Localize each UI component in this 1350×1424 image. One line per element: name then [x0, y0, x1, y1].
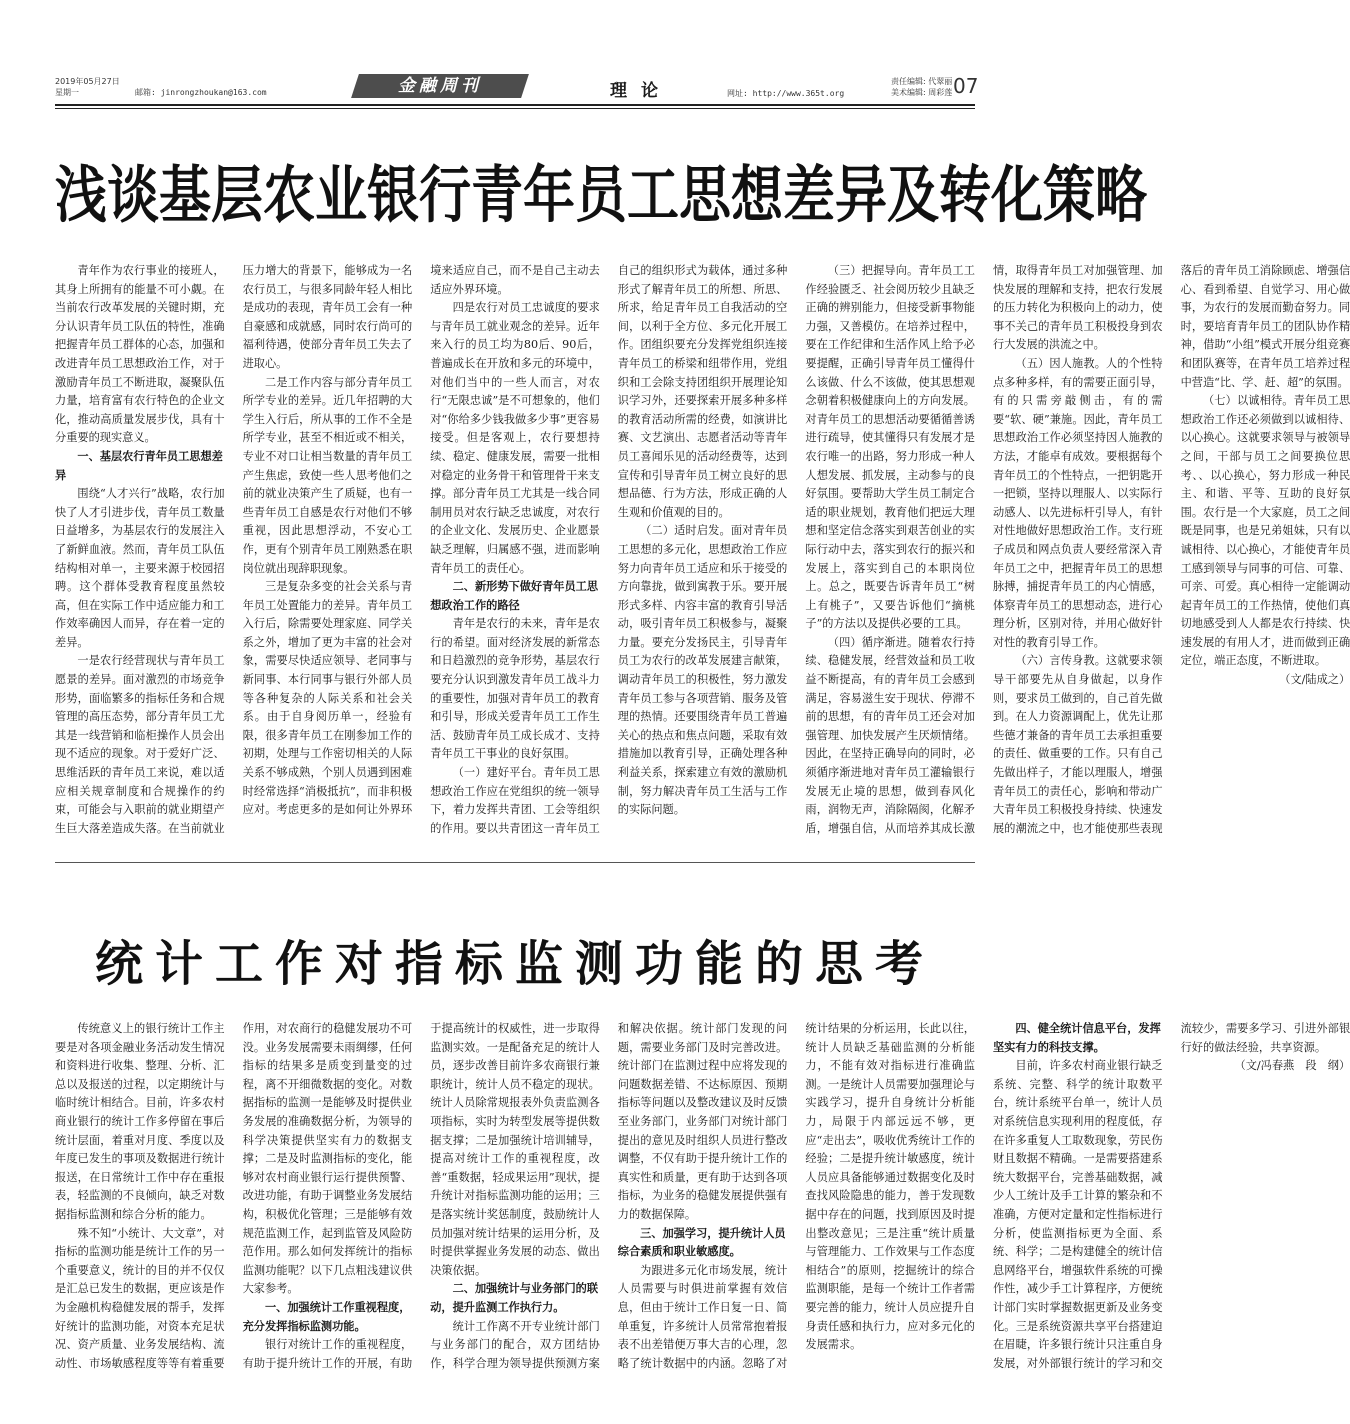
page-number: 07 [953, 74, 979, 98]
editor-credits [891, 76, 952, 98]
article-2-body [55, 1020, 1350, 1375]
body-paragraph: 青年是农行的未来，青年是农行的希望。面对经济发展的新常态和日趋激烈的竞争形势，基层农行要充分认识到激发青年员工战斗力的重要性，加强对青年员工的教育和引导，形成关爱青年员工工作生活、鼓励青年员工成长成才、支持青年员工干事业的良好氛围。 [430, 617, 600, 761]
body-paragraph: 殊不知“小统计、大文章”，对指标的监测功能是统计工作的另一个重要意义，统计的目的并不仅仅是汇总已发生的数据，更应该是作为金融机构稳健发展的帮手，发挥好统计的监测功能，对资本充足状况、资产质量、业务发展结构、流动性、市场敏感程度等等有着重要作用，对农商行的稳健发展功不可没。业务发展需要未雨绸缪，任何指标的结果多是质变到量变的过程，离不开细微数据的变化。对数据指标的监测一是能够及时提供业务发展的准确数据分析，为领导的科学决策提供坚实有力的数据支撑；二是及时监测指标的变化，能够对农村商业银行运行提供预警、改进功能，有助于调整业务发展结构，积极优化管理；三是能够有效规范监测工作，起到监管及风险防范作用。那么如何发挥统计的指标监测功能呢？以下几点粗浅建议供大家参考。 [55, 1022, 413, 1370]
article-byline: （文/陆成之） [1279, 673, 1350, 687]
body-paragraph: （一）建好平台。青年员工思想政治工作应在党组织的统一领导下，着力发挥共青团、工会等组织的作用。要以共青团这一青年员工自己的组织形式为载体，通过多种形式了解青年员工的所想、所思、所求，给足青年员工自我活动的空间，以利于全方位、多元化开展工作。团组织要充分发挥党组织连接青年员工的桥梁和纽带作用，党组织和工会除支持团组织开展理论知识学习外，还要探索开展多种多样的教育活动所需的经费，如演讲比赛、文艺演出、志愿者活动等青年员工喜闻乐见的活动经费等，达到宣传和引导青年员工树立良好的思想品德、行为方法，形成正确的人生观和价值观的目的。 [430, 264, 788, 835]
section-heading: 一、加强统计工作重视程度，充分发挥指标监测功能。 [242, 1300, 411, 1333]
article-1-body [55, 262, 1350, 842]
body-paragraph: 为跟进多元化市场发展，统计人员需要与时俱进前掌握有效信息，但由于统计工作日复一日、简单重复，许多统计人员常常抱着报表不出差错便万事大吉的心理，忽略了统计数据中的内涵。忽略了对统计结果的分析运用，长此以往，统计人员缺乏基础监测的分析能力，不能有效对指标进行准确监测。一是统计人员需要加强理论与实践学习，提升自身统计分析能力，局限于内部远远不够，更应“走出去”，吸收优秀统计工作的经验；二是提升统计敏感度，统计人员应具备能够通过数据变化及时查找风险隐患的能力，善于发现数据中存在的问题，找到原因及时提出整改意见；三是注重“统计质量与管理能力、工作效果与工作态度相结合”的原则，挖掘统计的综合监测职能，是每一个统计工作者需要完善的能力，统计人员应提升自身责任感和执行力，应对多元化的发展需求。 [617, 1022, 975, 1370]
section-heading: 二、加强统计与业务部门的联动，提升监测工作执行力。 [430, 1282, 599, 1314]
body-paragraph: 统计工作离不开专业统计部门与业务部门的配合，双方团结协作，科学合理为领导提供预测方案和解决依据。统计部门发现的问题，需要业务部门及时完善改进。统计部门在监测过程中应将发现的问题数据差错、不达标原因、预期指标等问题以及整改建议及时反馈至业务部门，业务部门对统计部门提出的意见及时组织人员进行整改调整，不仅有助于提升统计工作的真实性和质量，更有助于达到各项指标，为业务的稳健发展提供强有力的数据保障。 [430, 1022, 788, 1370]
page-header [55, 74, 979, 102]
body-paragraph: 一是农行经营现状与青年员工愿景的差异。面对激烈的市场竞争形势，面临繁多的指标任务和合规管理的高压态势，部分青年员工尤其是一线营销和临柜操作人员会出现不适应的现象。对于爱好广泛、思维活跃的青年员工来说，难以适应相关规章制度和合规操作的约束，可能会与入职前的就业期望产生巨大落差造成失落。在当前就业压力增大的背景下，能够成为一名农行员工，与很多同龄年轻人相比是成功的表现，青年员工会有一种自豪感和成就感，同时农行尚可的福利待遇，使部分青年员工失去了进取心。 [55, 264, 413, 835]
section-heading: 一、基层农行青年员工思想差异 [55, 449, 223, 482]
body-paragraph: 银行对统计工作的重视程度，有助于提升统计工作的开展，有助于提高统计的权威性，进一步取得监测实效。一是配备充足的统计人员，逐步改善目前许多农商银行兼职统计，统计人员不稳定的现状。统计人员除常规报表外负责监测各项指标，实时为转型发展等提供数据支撑；二是加强统计培训辅导，提高对统计工作的重视程度，改善“重数据，轻成果运用”现状，提升统计对指标监测功能的运用；三是落实统计奖惩制度，鼓励统计人员加强对统计结果的运用分析，及时提供掌握业务发展的动态、做出决策依据。 [242, 1022, 600, 1370]
art-editor: 美术编辑: 周彩莲 [891, 88, 953, 97]
section-heading: 三、加强学习，提升统计人员综合素质和职业敏感度。 [617, 1226, 786, 1259]
issue-date-block [55, 76, 120, 98]
contact-email: 邮箱: jinrongzhoukan@163.com [135, 88, 267, 97]
body-paragraph: 四是农行对员工忠诚度的要求与青年员工就业观念的差异。近年来入行的员工均为80后、90后，普遍成长在开放和多元的环境中，对他们当中的一些人而言，对农行“无限忠诚”是不可想象的，他们对“你给多少钱我做多少事”更容易接受。但是客观上，农行要想持续、稳定、健康发展，需要一批相对稳定的业务骨干和管理骨干来支撑。部分青年员工尤其是一线合同制用员对农行缺乏忠诚度，对农行的企业文化、发展历史、企业愿景缺乏理解，归属感不强，进而影响青年员工的责任心。 [430, 301, 600, 575]
website-url: 网址: http://www.365t.org [727, 89, 845, 98]
masthead-title: 金融周刊 [398, 76, 482, 96]
body-paragraph: 围绕“人才兴行”战略，农行加快了人才引进步伐，青年员工数量日益增多，为基层农行的发展注入了新鲜血液。然而，青年员工队伍结构相对单一，主要来源于校园招聘。这个群体受教育程度虽然较高，但在实际工作中适应能力和工作效率确因人而异，存在着一定的差异。 [55, 487, 225, 649]
article-divider [55, 862, 975, 863]
body-paragraph: （四）循序渐进。随着农行持续、稳健发展，经营效益和员工收益不断提高，有的青年员工会感到满足，容易滋生安于现状、停滞不前的思想，有的青年员工还会对加强管理、加快发展产生厌烦情绪。因此，在坚持正确导向的同时，必须循序渐进地对青年员工灌输银行发展无止境的思想，做到春风化雨，润物无声，消除隔阂，化解矛盾，增强自信，从而培养其成长激情，取得青年员工对加强管理、加快发展的理解和支持，把农行发展的压力转化为积极向上的动力，使事不关己的青年员工积极投身到农行大发展的洪流之中。 [805, 264, 1163, 835]
section-heading: 四、健全统计信息平台，发挥坚实有力的科技支撑。 [992, 1022, 1161, 1054]
chief-editor: 责任编辑: 代翠丽 [891, 77, 953, 86]
article-1-title: 浅谈基层农业银行青年员工思想差异及转化策略 [55, 160, 1148, 232]
article-2-title: 统计工作对指标监测功能的思考 [94, 936, 935, 992]
masthead-banner [351, 74, 529, 98]
header-rule-thin [55, 108, 975, 109]
body-paragraph: 三是复杂多变的社会关系与青年员工处置能力的差异。青年员工入行后，除需要处理家庭、同学关系之外，增加了更为丰富的社会对象，需要尽快适应领导、老同事与新同事、本行同事与银行外部人员等各种复杂的人际关系和社会关系。由于自身阅历单一，经验有限，很多青年员工在刚参加工作的初期，处理与工作密切相关的人际关系不够成熟，个别人员遇到困难时经常选择“消极抵抗”，而非积极应对。考虑更多的是如何让外界环境来适应自己，而不是自己主动去适应外界环境。 [242, 264, 600, 817]
issue-weekday: 星期一 [55, 88, 79, 97]
section-name: 理论 [610, 81, 672, 101]
body-paragraph: 二是工作内容与部分青年员工所学专业的差异。近几年招聘的大学生入行后，所从事的工作不全是所学专业，甚至不相近或不相关，专业不对口让相当数量的青年员工产生焦虑，致使一些人思考他们之前的就业决策产生了质疑，也有一些青年员工自感是农行对他们不够重视，因此思想浮动，不安心工作，更有个别青年员工刚熟悉在职岗位就出现辞职现象。 [242, 375, 413, 575]
header-rule-thick [55, 104, 975, 106]
section-heading: 二、新形势下做好青年员工思想政治工作的路径 [430, 580, 599, 612]
body-paragraph: 目前，许多农村商业银行缺乏系统、完整、科学的统计取数平台，统计系统平台单一，统计人员对系统信息实现利用的程度低，存在许多重复人工取数现象，劳民伤财且数据不精确。一是需要搭建系统大数据平台，完善基础数据，减少人工统计及手工计算的繁杂和不准确，方便对定量和定性指标进行分析，使监测指标更为全面、系统、科学；二是构建健全的统计信息网络平台，增强软件系统的可操作性，减少手工计算程序，方便统计部门实时掌握数据更新及业务变化。三是系统资源共享平台搭建迫在眉睫，许多银行统计只注重自身发展，对外部银行统计的学习和交流较少，需要多学习、引进外部银行好的做法经验，共享资源。 [992, 1022, 1350, 1370]
article-byline: （文/冯春燕 段 纲） [1234, 1059, 1350, 1073]
body-paragraph: 青年作为农行事业的接班人，其身上所拥有的能量不可小觑。在当前农行改革发展的关键时期，充分认识青年员工队伍的特性，准确把握青年员工群体的心态，加强和改进青年员工思想政治工作，对于激励青年员工不断进取，凝聚队伍力量，培育富有农行特色的企业文化，推动高质量发展步伐，具有十分重要的现实意义。 [55, 264, 225, 445]
issue-date: 2019年05月27日 [55, 77, 120, 86]
body-paragraph: （七）以诚相待。青年员工思想政治工作还必须做到以诚相待、以心换心。这就要求领导与被领导之间，干部与员工之间要换位思考、、以心换心，努力形成一种民主、和谐、平等、互助的良好氛围。农行是一个大家庭，员工之间既是同事，也是兄弟姐妹，只有以诚相待、以心换心，才能使青年员工感到领导与同事的可信、可靠、可亲、可爱。真心相待一定能调动起青年员工的工作热情，使他们真切地感受到人人都是农行持续、快速发展的有用人才，进而做到正确定位，端正态度，不断进取。 [1180, 394, 1350, 668]
body-paragraph: （二）适时启发。面对青年员工思想的多元化，思想政治工作应努力向青年员工适应和乐于接受的方向靠拢，做到寓教于乐。要开展形式多样、内容丰富的教育引导活动，吸引青年员工积极参与，凝聚力量。要充分发扬民主，引导青年员工为农行的改革发展建言献策，调动青年员工的积极性，努力激发青年员工参与各项营销、服务及管理的热情。还要围绕青年员工普遍关心的热点和焦点问题，采取有效措施加以教育引导，正确处理各种利益关系，探索建立有效的激励机制，努力解决青年员工生活与工作的实际问题。 [617, 524, 788, 817]
body-paragraph: 传统意义上的银行统计工作主要是对各项金融业务活动发生情况和资料进行收集、整理、分析、汇总以及报送的过程，以定期统计与临时统计相结合。目前，许多农村商业银行的统计工作多停留在事后统计层面，着重对月度、季度以及年度已发生的事项及数据进行统计报送，在日常统计工作中存在重报表，轻监测的不良倾向，缺乏对数据指标监测和综合分析的能力。 [55, 1022, 225, 1221]
body-paragraph: （五）因人施教。人的个性特点多种多样，有的需要正面引导，有的只需旁敲侧击，有的需要“软、硬”兼施。因此，青年员工思想政治工作必须坚持因人施教的方法，才能卓有成效。要根据每个青年员工的个性特点，一把钥匙开一把锁，坚持以理服人、以实际行动感人、以先进标杆引导人，有针对性地做好思想政治工作。支行班子成员和网点负责人要经常深入青年员工之中，把握青年员工的思想脉搏，捕捉青年员工的内心情感，体察青年员工的思想动态，进行心理分析，区别对待，并用心做好针对性的教育引导工作。 [992, 356, 1163, 649]
body-paragraph: （六）言传身教。这就要求领导干部要先从自身做起，以身作则，要求员工做到的，自己首先做到。在人力资源调配上，优先让那些德才兼备的青年员工去承担重要的责任、做重要的工作。只有自己先做出样子，才能以理服人，增强青年员工的责任心，影响和带动广大青年员工积极投身持续、快速发展的潮流之中，也才能使那些表现落后的青年员工消除顾虑、增强信心、看到希望、自觉学习、用心做事，为农行的发展而勤奋努力。同时，要培育青年员工的团队协作精神，借助“小组”模式开展分组竞赛和团队赛等，在青年员工培养过程中营造“比、学、赶、超”的氛围。 [992, 264, 1350, 835]
body-paragraph: （三）把握导向。青年员工工作经验匮乏、社会阅历较少且缺乏正确的辨别能力，但接受新事物能力强，又善模仿。在培养过程中，要在工作纪律和生活作风上给予必要提醒，正确引导青年员工懂得什么该做、什么不该做，使其思想观念朝着积极健康向上的方向发展。对青年员工的思想活动要循循善诱进行疏导，使其懂得只有发展才是农行唯一的出路，努力形成一种人人想发展、抓发展，主动参与的良好氛围。要帮助大学生员工制定合适的职业规划，教育他们把远大理想和坚定信念落实到艰苦创业的实际行动中去，落实到农行的振兴和发展上，落实到自己的本职岗位上。总之，既要告诉青年员工“树上有桃子”，又要告诉他们“摘桃子”的方法以及提供必要的工具。 [805, 264, 975, 631]
